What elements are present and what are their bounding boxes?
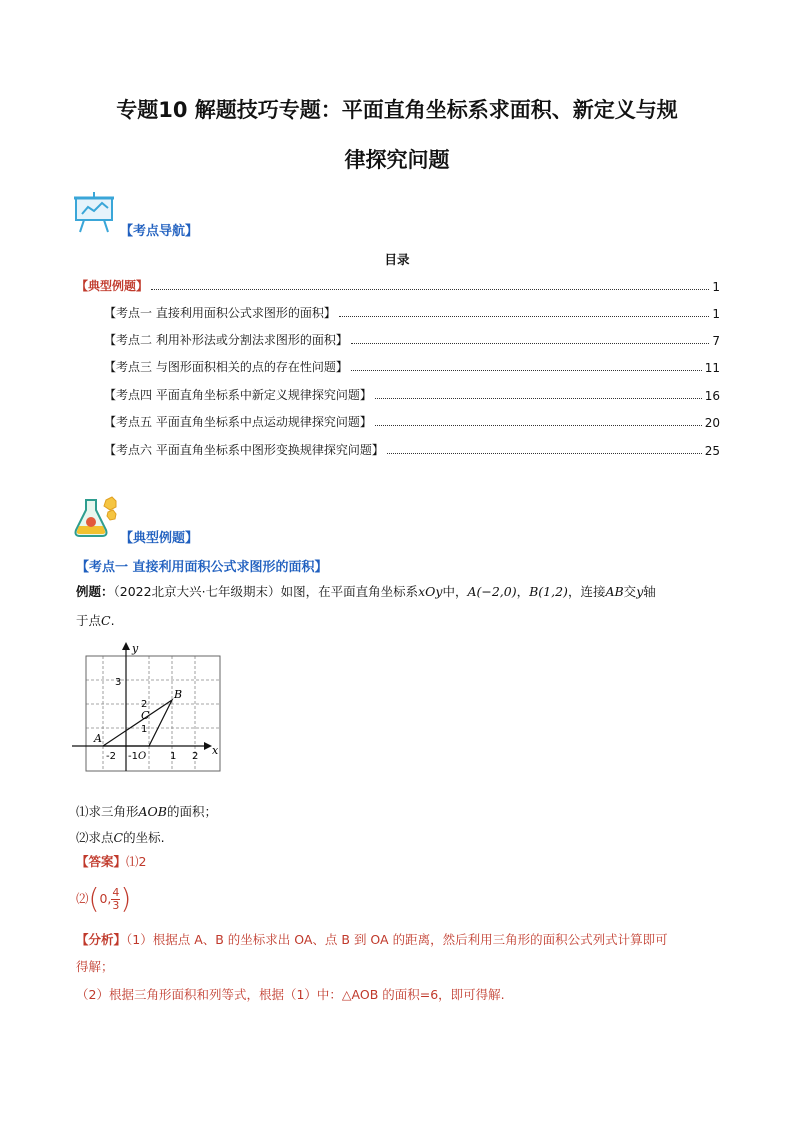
toc-item-label: 【考点六 平面直角坐标系中图形变换规律探究问题】 <box>104 443 384 457</box>
q2-name: C <box>113 830 124 845</box>
q2-post: 的坐标. <box>123 830 165 845</box>
topic1-heading: 【考点一 直接利用面积公式求图形的面积】 <box>76 560 328 575</box>
analysis-label: 【分析】 <box>76 932 127 947</box>
answer-2-prefix: ⑵ <box>76 891 89 906</box>
graph-point-a: A <box>94 732 102 745</box>
toc-leader <box>387 453 702 454</box>
answer-line2: ⑵ ( 0, $\frac{4}{3}$ ) <box>76 882 132 915</box>
example-text-a: 如图，在平面直角坐标系 <box>280 584 419 599</box>
toc-leader <box>351 343 710 344</box>
example-prefix: 例题： <box>76 584 114 599</box>
toc-item-topic4[interactable] <box>104 385 720 403</box>
q2-pre: ⑵求点 <box>76 830 114 845</box>
q1-name: AOB <box>138 804 167 819</box>
toc-leader <box>339 316 710 317</box>
toc-item-topic3[interactable] <box>104 357 720 375</box>
example-text-d: 交 <box>623 584 637 599</box>
example-end: . <box>110 613 115 628</box>
toc-item-examples[interactable] <box>76 276 720 294</box>
toc-page: 7 <box>712 334 720 348</box>
analysis-line1 <box>76 930 736 950</box>
example-line2-text: 于点 <box>76 613 102 628</box>
toc-item-label: 【典型例题】 <box>76 279 149 293</box>
toc-item-label: 【考点三 与图形面积相关的点的存在性问题】 <box>104 360 348 374</box>
toc-item-label: 【考点一 直接利用面积公式求图形的面积】 <box>104 306 336 320</box>
toc-page: 1 <box>712 307 720 321</box>
axis-name: y <box>636 584 644 599</box>
toc-leader <box>151 289 709 290</box>
graph-point-b: B <box>174 688 183 701</box>
graph-y-tick-1: 1 <box>141 724 148 735</box>
fraction-numerator: 4 <box>112 885 120 899</box>
toc-item-topic5[interactable] <box>104 412 720 430</box>
graph-y-label: y <box>132 642 139 655</box>
example-line2 <box>76 611 115 631</box>
toc-item-topic6[interactable] <box>104 440 720 458</box>
toc-item-topic2[interactable] <box>104 330 720 348</box>
toc-item-label: 【考点二 利用补形法或分割法求图形的面积】 <box>104 333 348 347</box>
toc-leader <box>351 370 702 371</box>
graph-point-c: C <box>141 709 150 722</box>
graph-y-tick-3: 3 <box>115 677 122 688</box>
toc-page: 1 <box>712 280 720 294</box>
point-a: A(−2,0) <box>467 584 517 599</box>
graph-x-tick-neg1: -1 <box>128 751 138 762</box>
nav-heading: 【考点导航】 <box>120 224 199 239</box>
coordinate-graph <box>70 640 230 774</box>
easel-icon <box>72 192 118 234</box>
example-sep: ， <box>516 584 530 599</box>
q1-pre: ⑴求三角形 <box>76 804 139 819</box>
toc-item-label: 【考点五 平面直角坐标系中点运动规律探究问题】 <box>104 415 372 429</box>
toc-page: 25 <box>704 444 720 458</box>
coordinate-system: xOy <box>418 584 443 599</box>
question-2 <box>76 828 165 848</box>
graph-x-tick-1: 1 <box>170 751 177 762</box>
graph-origin: O <box>138 751 147 762</box>
answer-line1 <box>76 852 146 872</box>
point-b: B(1,2) <box>529 584 568 599</box>
analysis-1: （1）根据点 A、B 的坐标求出 OA、点 B 到 OA 的距离，然后利用三角形的面积公式列式计算即可 <box>126 932 668 947</box>
toc-leader <box>375 425 702 426</box>
analysis-line2: （2）根据三角形面积和列等式，根据（1）中：△AOB 的面积=6，即可得解. <box>76 987 505 1002</box>
page-title-line2: 律探究问题 <box>344 148 450 172</box>
toc-item-topic1[interactable] <box>104 303 720 321</box>
question-1 <box>76 802 217 822</box>
flask-icon <box>72 496 118 540</box>
answer-1: ⑴2 <box>126 854 147 869</box>
example-text-e: 轴 <box>643 584 656 599</box>
page-title-line1: 专题10 解题技巧专题：平面直角坐标系求面积、新定义与规 <box>116 98 678 122</box>
toc-item-label: 【考点四 平面直角坐标系中新定义规律探究问题】 <box>104 388 372 402</box>
toc-page: 20 <box>704 416 720 430</box>
example-line1 <box>76 582 726 602</box>
graph-y-tick-2: 2 <box>141 699 148 710</box>
answer-2-x: 0, <box>99 891 112 906</box>
toc-leader <box>375 398 702 399</box>
example-text-b: 中， <box>442 584 468 599</box>
point-c: C <box>101 613 111 628</box>
graph-x-tick-2: 2 <box>192 751 199 762</box>
toc-page: 11 <box>704 361 720 375</box>
analysis-line1b: 得解； <box>76 959 114 974</box>
graph-x-label: x <box>212 744 219 757</box>
q1-post: 的面积； <box>166 804 217 819</box>
example-text-c: ，连接 <box>567 584 606 599</box>
example-source: （2022北京大兴·七年级期末） <box>113 584 281 599</box>
toc-page: 16 <box>704 389 720 403</box>
segment-ab: AB <box>605 584 624 599</box>
fraction-denominator: 3 <box>112 898 120 912</box>
section-heading: 【典型例题】 <box>120 531 199 546</box>
answer-2-fraction <box>111 887 120 912</box>
toc-title: 目录 <box>384 252 410 267</box>
graph-x-tick-neg2: -2 <box>106 751 116 762</box>
answer-label: 【答案】 <box>76 854 127 869</box>
